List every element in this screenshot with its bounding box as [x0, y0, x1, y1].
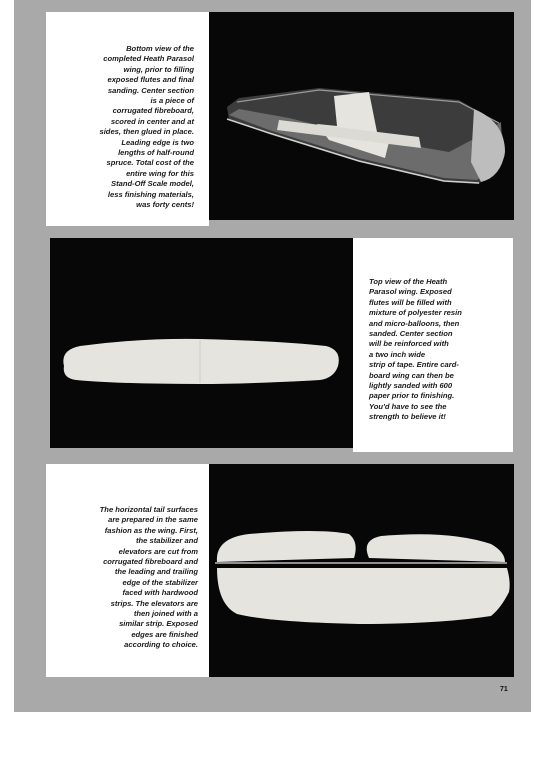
photo-wing-top-view: [50, 238, 353, 448]
caption-top: Bottom view of the completed Heath Parasol wing, prior to filling exposed flutes and final sanding. Center section is a piece of corrugated fibreboard, scored in center and at sides, then glued in place. Leading edge is two lengths of half-round spruce. Total cost of the entire wing for this Stand-Off Scale model, less finishing materials, was forty cents!: [99, 44, 194, 210]
page-number: 71: [500, 686, 508, 693]
caption-middle: Top view of the Heath Parasol wing. Exposed flutes will be filled with mixture of polyester resin and micro-balloons, then sanded. Center section will be reinforced with a two inch wide strip of tape. Entire card- board wing can then be lightly sanded with 600 paper prior to finishing. You'd have to see the strength to believe it!: [369, 277, 462, 422]
photo-tail-surfaces: [209, 464, 514, 677]
photo-wing-bottom-view: [209, 12, 514, 220]
wing-top-view-illustration: [50, 238, 353, 448]
caption-bottom: The horizontal tail surfaces are prepared in the same fashion as the wing. First, the stabilizer and elevators are cut from corrugated fibreboard and the leading and trailing edge of the stabilizer faced with hardwood strips. The elevators are then joined with a similar strip. Exposed edges are finished according to choice.: [99, 505, 198, 650]
tail-surfaces-illustration: [209, 464, 514, 677]
wing-bottom-view-illustration: [209, 12, 514, 220]
